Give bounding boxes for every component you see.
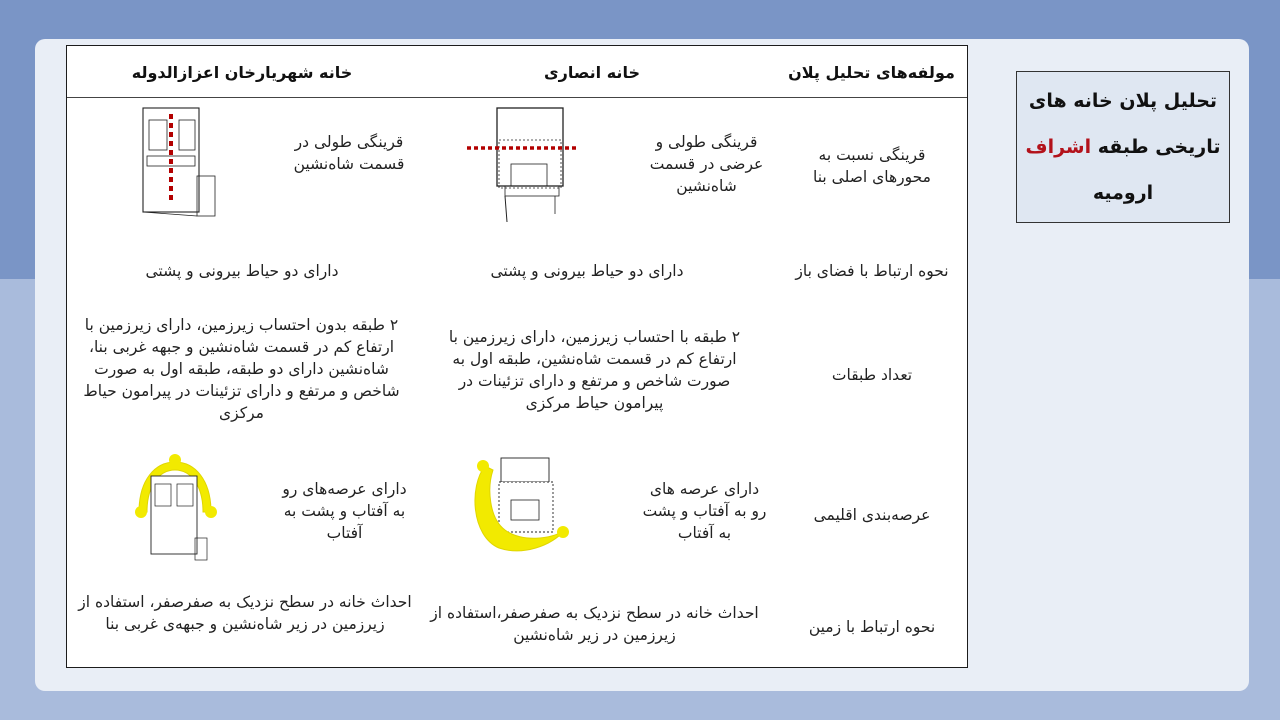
row5-shahriyar-text: احداث خانه در سطح نزدیک به صفرصفر، استفاده از زیرزمین در زیر شاه‌نشین و جبهه‌ی غربی بنا [78, 593, 412, 633]
row5-criterion: نحوه ارتباط با زمین [808, 618, 936, 636]
header-shahriyar-house: خانه شهریارخان اعزازالدوله [131, 63, 353, 82]
row3-ansari-text: ۲ طبقه با احتساب زیرزمین، دارای زیرزمین با ارتفاع کم در قسمت شاه‌نشین، طبقه اول به صورت شاخص و مرتفع و دارای تزئینات در پیرامون حیاط مرکزی [448, 328, 741, 412]
row5-ansari-text: احداث خانه در سطح نزدیک به صفرصفر،استفاده از زیرزمین در زیر شاه‌نشین [430, 604, 759, 644]
ansari-symmetry-plan-image [467, 104, 582, 224]
row3-criterion: تعداد طبقات [831, 366, 913, 384]
header-criteria: مولفه‌های تحلیل پلان [788, 63, 955, 82]
comparison-table [66, 45, 968, 668]
ansari-climate-zoning-image [465, 456, 580, 561]
title-accent-word: اشراف [1025, 136, 1092, 158]
header-divider [67, 97, 967, 98]
slide-title-box [1016, 71, 1230, 223]
row4-ansari-text: دارای عرصه های رو به آفتاب و پشت به آفتاب [642, 480, 767, 542]
shahriyar-symmetry-plan-image [135, 104, 220, 224]
row4-criterion: عرصه‌بندی اقلیمی [813, 506, 931, 524]
row2-shahriyar-text: دارای دو حیاط بیرونی و پشتی [145, 262, 339, 280]
title-line-3: ارومیه [1092, 182, 1154, 204]
row1-criterion: قرینگی نسبت به محورهای اصلی بنا [813, 146, 931, 186]
row4-shahriyar-text: دارای عرصه‌های رو به آفتاب و پشت به آفتاب [282, 480, 407, 542]
row1-ansari-text: قرینگی طولی و عرضی در قسمت شاه‌نشین [649, 133, 764, 195]
title-line-1: تحلیل پلان خانه های [1028, 90, 1218, 112]
row2-ansari-text: دارای دو حیاط بیرونی و پشتی [490, 262, 684, 280]
row1-shahriyar-text: قرینگی طولی در قسمت شاه‌نشین [293, 133, 405, 173]
shahriyar-climate-zoning-image [129, 450, 229, 565]
row2-criterion: نحوه ارتباط با فضای باز [795, 262, 949, 280]
title-line-2 [1026, 124, 1221, 170]
row3-shahriyar-text: ۲ طبقه بدون احتساب زیرزمین، دارای زیرزمین با ارتفاع کم در قسمت شاه‌نشین و جبهه غربی بنا، شاه‌نشین دارای دو طبقه، طبقه اول به صورت شاخص و مرتفع و دارای تزئینات در پیرامون حیاط مرکزی [83, 316, 400, 422]
header-ansari-house: خانه انصاری [544, 63, 640, 82]
title-line-2-prefix: تاریخی طبقه [1091, 136, 1221, 158]
